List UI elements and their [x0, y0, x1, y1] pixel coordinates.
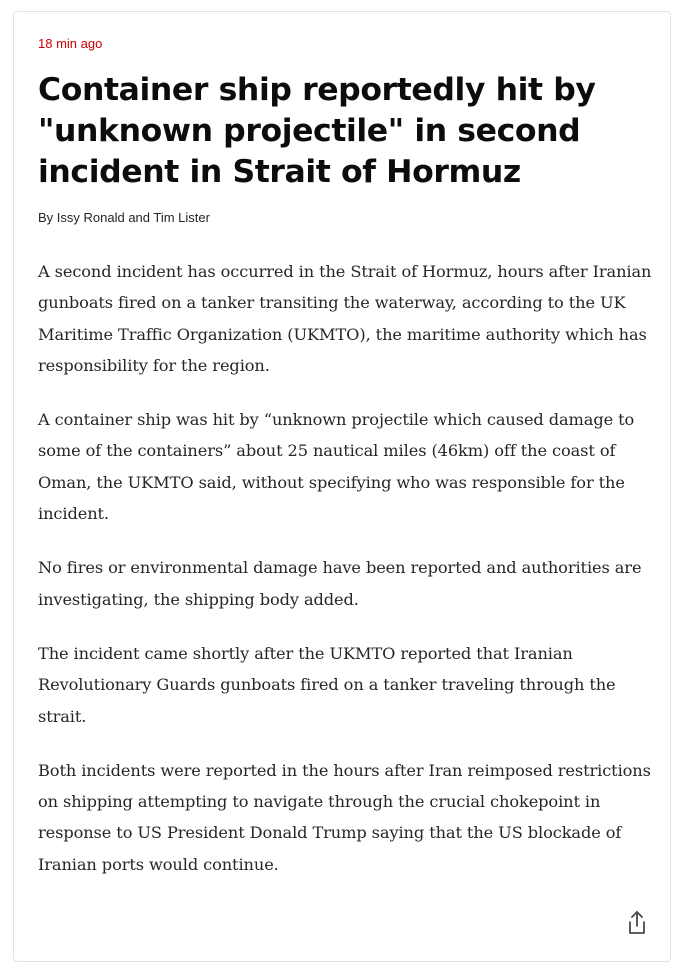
paragraph-5: Both incidents were reported in the hours after Iran reimposed restrictions on shipping attempting to navigate through the crucial chokepoint in response to US President Donald Trump saying that the US blockade of Iranian ports would continue.: [38, 760, 651, 874]
paragraph-1: A second incident has occurred in the Strait of Hormuz, hours after Iranian gunboats fired on a tanker transiting the waterway, according to the UK Maritime Traffic Organization (UKMTO), the maritime authority which has responsibility for the region.: [38, 262, 652, 375]
timestamp: 18 min ago: [38, 36, 103, 51]
headline: Container ship reportedly hit by "unknown projectile" in second incident in Strait of Hormuz: [38, 72, 596, 190]
share-icon: [626, 910, 648, 936]
paragraph-4: The incident came shortly after the UKMTO reported that Iranian Revolutionary Guards gunboats fired on a tanker traveling through the strait.: [38, 643, 616, 726]
paragraph-2: A container ship was hit by “unknown projectile which caused damage to some of the containers” about 25 nautical miles (46km) off the coast of Oman, the UKMTO said, without specifying who was responsible for the incident.: [38, 410, 635, 524]
byline: By Issy Ronald and Tim Lister: [38, 210, 210, 225]
article-body: [38, 256, 653, 903]
share-button[interactable]: [626, 910, 648, 936]
article-card: [13, 11, 671, 962]
paragraph-3: No fires or environmental damage have been reported and authorities are investigating, the shipping body added.: [38, 558, 642, 609]
